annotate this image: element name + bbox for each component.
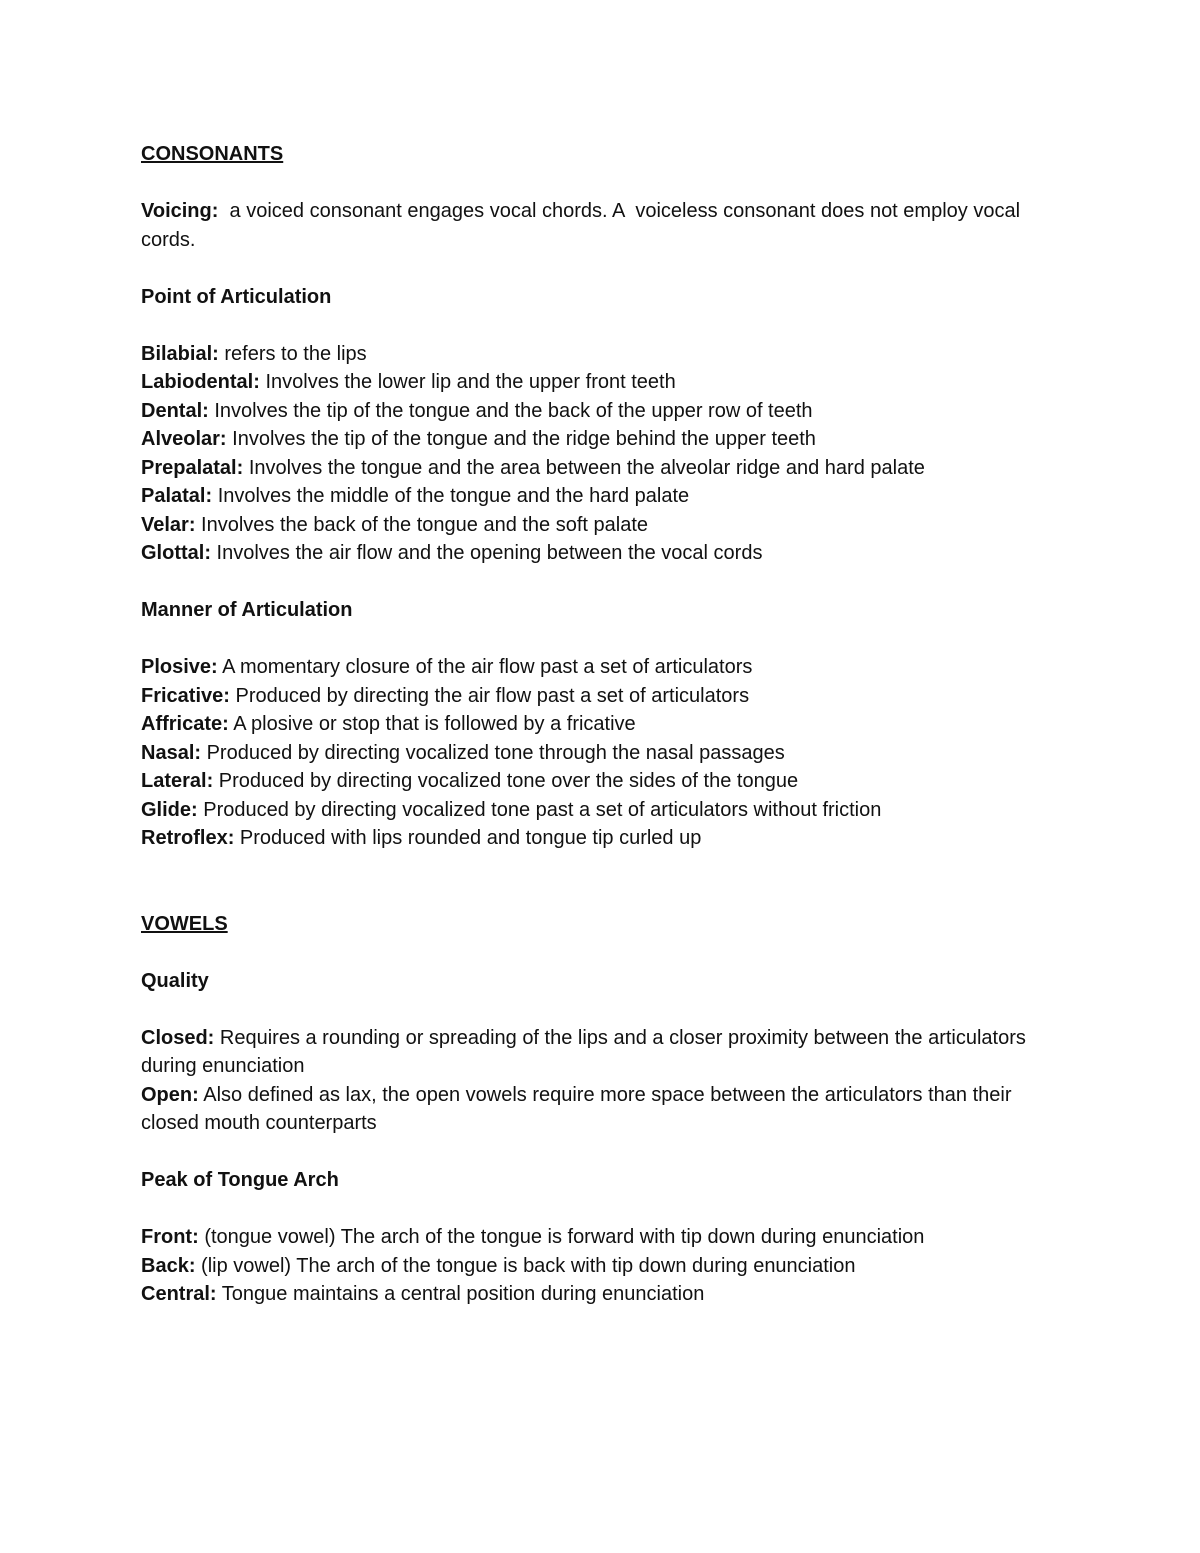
definition-term: Glide: <box>141 798 198 821</box>
closed-text: Requires a rounding or spreading of the lips and a closer proximity between the articulators during enunciation <box>141 1026 1026 1077</box>
list-item <box>141 539 1041 568</box>
peak-of-tongue-arch-list <box>141 1223 1041 1309</box>
definition-term: Front: <box>141 1226 199 1248</box>
manner-of-articulation-list <box>141 653 1041 853</box>
definition-text: Involves the tip of the tongue and the back of the upper row of teeth <box>208 399 813 422</box>
definition-text: Involves the middle of the tongue and the hard palate <box>212 485 690 507</box>
definition-term: Fricative: <box>141 684 230 707</box>
open-term: Open: <box>141 1083 199 1106</box>
definition-text: Produced by directing vocalized tone over the sides of the tongue <box>213 770 799 792</box>
definition-term: Labiodental: <box>141 371 260 393</box>
list-item <box>141 1223 1041 1252</box>
list-item <box>141 454 1041 483</box>
list-item <box>141 482 1041 511</box>
peak-of-tongue-arch-heading: Peak of Tongue Arch <box>141 1169 339 1191</box>
spacer <box>141 254 1041 283</box>
definition-term: Central: <box>141 1283 217 1305</box>
spacer <box>141 853 1041 910</box>
list-item <box>141 653 1041 682</box>
definition-text: (tongue vowel) The arch of the tongue is forward with tip down during enunciation <box>198 1226 925 1248</box>
definition-text: A plosive or stop that is followed by a fricative <box>228 713 636 735</box>
definition-text: refers to the lips <box>218 342 367 365</box>
voicing-term: Voicing: <box>141 200 219 222</box>
vowels-heading: VOWELS <box>141 912 228 935</box>
list-item <box>141 425 1041 454</box>
definition-text: (lip vowel) The arch of the tongue is back with tip down during enunciation <box>195 1254 856 1277</box>
list-item <box>141 824 1041 853</box>
list-item <box>141 368 1041 397</box>
list-item <box>141 682 1041 711</box>
spacer <box>141 568 1041 597</box>
closed-definition <box>141 1024 1041 1081</box>
definition-term: Plosive: <box>141 656 218 678</box>
definition-text: Involves the tip of the tongue and the ridge behind the upper teeth <box>226 428 816 450</box>
definition-term: Palatal: <box>141 485 213 507</box>
definition-term: Alveolar: <box>141 428 227 450</box>
list-item <box>141 796 1041 825</box>
manner-of-articulation-heading: Manner of Articulation <box>141 599 353 621</box>
definition-term: Lateral: <box>141 770 214 792</box>
definition-text: Involves the lower lip and the upper front teeth <box>259 371 676 393</box>
definition-text: Produced by directing the air flow past a set of articulators <box>229 684 750 707</box>
document-body <box>141 140 1041 1309</box>
definition-text: Produced with lips rounded and tongue tip curled up <box>234 827 702 849</box>
consonants-heading: CONSONANTS <box>141 143 284 165</box>
definition-term: Prepalatal: <box>141 456 244 479</box>
spacer <box>141 169 1041 198</box>
list-item <box>141 511 1041 540</box>
definition-term: Retroflex: <box>141 827 235 849</box>
list-item <box>141 1280 1041 1309</box>
voicing-definition <box>141 197 1041 254</box>
definition-text: A momentary closure of the air flow past a set of articulators <box>217 656 753 678</box>
spacer <box>141 938 1041 967</box>
definition-term: Dental: <box>141 399 209 422</box>
list-item <box>141 710 1041 739</box>
quality-heading: Quality <box>141 969 209 992</box>
definition-term: Velar: <box>141 513 196 536</box>
list-item <box>141 1252 1041 1281</box>
definition-text: Produced by directing vocalized tone past a set of articulators without friction <box>197 798 882 821</box>
definition-text: Involves the air flow and the opening between the vocal cords <box>211 542 763 564</box>
list-item <box>141 767 1041 796</box>
spacer <box>141 1138 1041 1167</box>
definition-text: Tongue maintains a central position during enunciation <box>216 1283 705 1305</box>
definition-text: Produced by directing vocalized tone through the nasal passages <box>201 741 785 764</box>
point-of-articulation-list <box>141 340 1041 568</box>
open-definition <box>141 1081 1041 1138</box>
list-item <box>141 397 1041 426</box>
list-item <box>141 340 1041 369</box>
point-of-articulation-heading: Point of Articulation <box>141 285 332 308</box>
definition-text: Involves the back of the tongue and the soft palate <box>195 513 649 536</box>
definition-term: Nasal: <box>141 741 202 764</box>
definition-term: Back: <box>141 1254 196 1277</box>
list-item <box>141 739 1041 768</box>
definition-term: Glottal: <box>141 542 211 564</box>
spacer <box>141 995 1041 1024</box>
definition-term: Bilabial: <box>141 342 219 365</box>
spacer <box>141 1195 1041 1224</box>
definition-term: Affricate: <box>141 713 229 735</box>
definition-text: Involves the tongue and the area between the alveolar ridge and hard palate <box>243 456 925 479</box>
spacer <box>141 625 1041 654</box>
spacer <box>141 311 1041 340</box>
voicing-text: a voiced consonant engages vocal chords. A voiceless consonant does not employ vocal cords. <box>141 200 1026 251</box>
open-text: Also defined as lax, the open vowels require more space between the articulators than their closed mouth counterparts <box>141 1083 1012 1134</box>
closed-term: Closed: <box>141 1026 215 1049</box>
